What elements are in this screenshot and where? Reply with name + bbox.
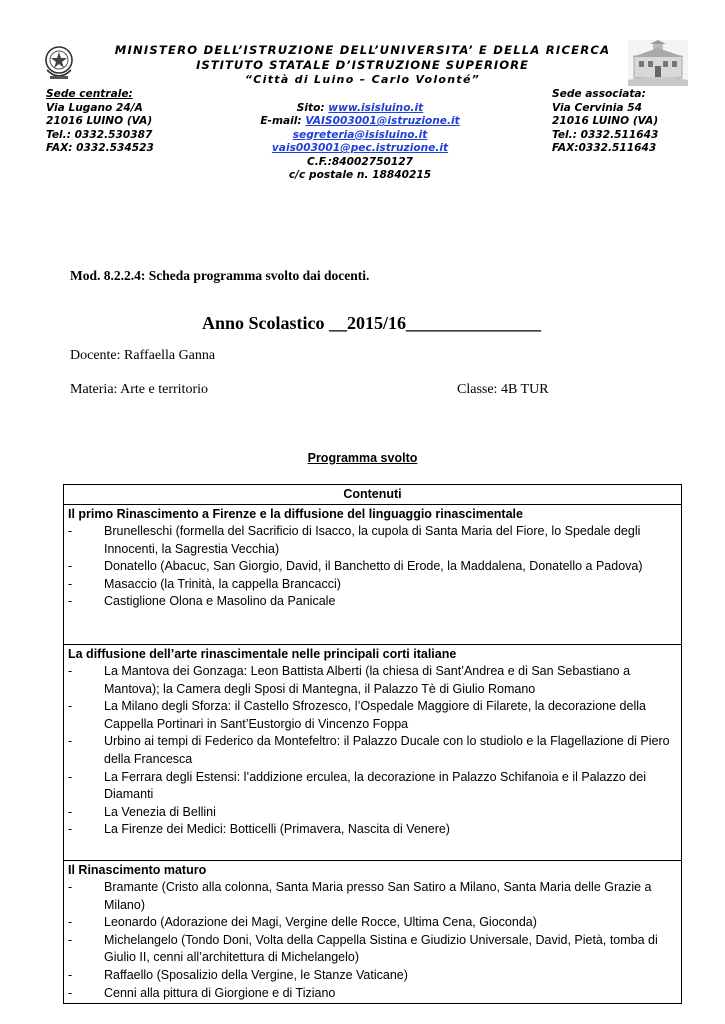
main-office-title: Sede centrale: — [46, 88, 133, 100]
class: Classe: 4B TUR — [457, 382, 549, 397]
list-item: - La Ferrara degli Estensi: l’addizione erculea, la decorazione in Palazzo Schifanoia e il Palazzo dei Diamanti — [68, 769, 646, 802]
school-year: Anno Scolastico __2015/16_______________ — [202, 313, 542, 333]
section-high-renaissance — [64, 861, 681, 1004]
list-item: - La Firenze dei Medici: Botticelli (Primavera, Nascita di Venere) — [68, 822, 450, 837]
ministry-name: MINISTERO DELL’ISTRUZIONE DELL’UNIVERSITA’ E DELLA RICERCA — [114, 43, 611, 57]
postal-account: c/c postale n. 18840215 — [288, 169, 432, 181]
site-label: Sito: — [296, 101, 329, 114]
institute-name: ISTITUTO STATALE D’ISTRUZIONE SUPERIORE — [196, 58, 529, 72]
email-label: E-mail: — [260, 115, 306, 127]
associated-office-address: Via Cervinia 54 — [552, 101, 642, 114]
main-office-address: Via Lugano 24/A — [46, 101, 143, 114]
email-link-1[interactable]: VAIS003001@istruzione.it — [305, 115, 460, 127]
site-link[interactable]: www.isisluino.it — [328, 101, 424, 114]
list-item: - Raffaello (Sposalizio della Vergine, le Stanze Vaticane) — [68, 967, 408, 982]
list-item: - Cenni alla pittura di Giorgione e di Tiziano — [68, 985, 336, 1000]
list-item: - Bramante (Cristo alla colonna, Santa Maria presso San Satiro a Milano, Santa Maria delle Grazie a Milano) — [68, 880, 652, 912]
main-office-fax: FAX: 0332.534523 — [46, 142, 154, 154]
subject: Materia: Arte e territorio — [70, 382, 208, 397]
section-title: Il primo Rinascimento a Firenze e la diffusione del linguaggio rinascimentale — [68, 507, 523, 521]
main-office-tel: Tel.: 0332.530387 — [46, 128, 153, 141]
main-office-info — [46, 88, 154, 156]
associated-office-title: Sede associata: — [552, 88, 646, 100]
email-link-3[interactable]: vais003001@pec.istruzione.it — [271, 142, 449, 154]
associated-office-city: 21016 LUINO (VA) — [552, 115, 659, 127]
list-item: - Castiglione Olona e Masolino da Panicale — [68, 594, 336, 609]
contents-table — [63, 484, 682, 1004]
list-item: - Donatello (Abacuc, San Giorgio, David, il Banchetto di Erode, la Maddalena, Donatello a Padova) — [68, 559, 643, 574]
teacher-name: Docente: Raffaella Ganna — [70, 348, 216, 363]
list-item: - Masaccio (la Trinità, la cappella Brancacci) — [68, 576, 341, 591]
list-item: - La Venezia di Bellini — [68, 804, 216, 819]
contact-info — [230, 88, 490, 183]
associated-office-fax: FAX:0332.511643 — [552, 142, 657, 154]
email-link-2[interactable]: segreteria@isisluino.it — [292, 128, 428, 141]
associated-office-info — [552, 88, 658, 156]
list-item: - Brunelleschi (formella del Sacrificio di Isacco, la cupola di Santa Maria del Fiore, lo Spedale degli Innocenti, la Sagrestia Vecchia) — [68, 524, 641, 556]
form-code: Mod. 8.2.2.4: Scheda programma svolto dai docenti. — [70, 268, 370, 283]
list-item: - La Mantova dei Gonzaga: Leon Battista Alberti (la chiesa di Sant’Andrea e di San Sebastiano a Mantova); la Camera degli Sposi di Mantegna, il Palazzo Tè di Giulio Romano — [68, 664, 631, 696]
section-title: Il Rinascimento maturo — [68, 863, 207, 877]
list-item: - Urbino ai tempi di Federico da Montefeltro: il Palazzo Ducale con lo studiolo e la Flagellazione di Piero della Francesca — [68, 734, 670, 766]
section-title: La diffusione dell’arte rinascimentale nelle principali corti italiane — [68, 647, 457, 661]
list-item: - La Milano degli Sforza: il Castello Sfrozesco, l’Ospedale Maggiore di Filarete, la decorazione della Cappella Portinari in Sant’Eustorgio di Vincenzo Foppa — [68, 699, 646, 731]
main-office-city: 21016 LUINO (VA) — [46, 115, 153, 127]
list-item: - Leonardo (Adorazione dei Magi, Vergine delle Rocce, Ultima Cena, Gioconda) — [68, 915, 537, 930]
programme-title: Programma svolto — [307, 451, 418, 465]
table-header: Contenuti — [64, 485, 681, 505]
list-item: - Michelangelo (Tondo Doni, Volta della Cappella Sistina e Giudizio Universale, David, Pietà, tomba di Giulio II, cenni all’architettura di Michelangelo) — [68, 932, 658, 965]
associated-office-tel: Tel.: 0332.511643 — [552, 128, 659, 141]
section-early-renaissance — [64, 505, 681, 645]
fiscal-code: C.F.:84002750127 — [306, 155, 414, 168]
institute-motto: “Città di Luino – Carlo Volonté” — [244, 73, 481, 86]
section-italian-courts — [64, 645, 681, 861]
